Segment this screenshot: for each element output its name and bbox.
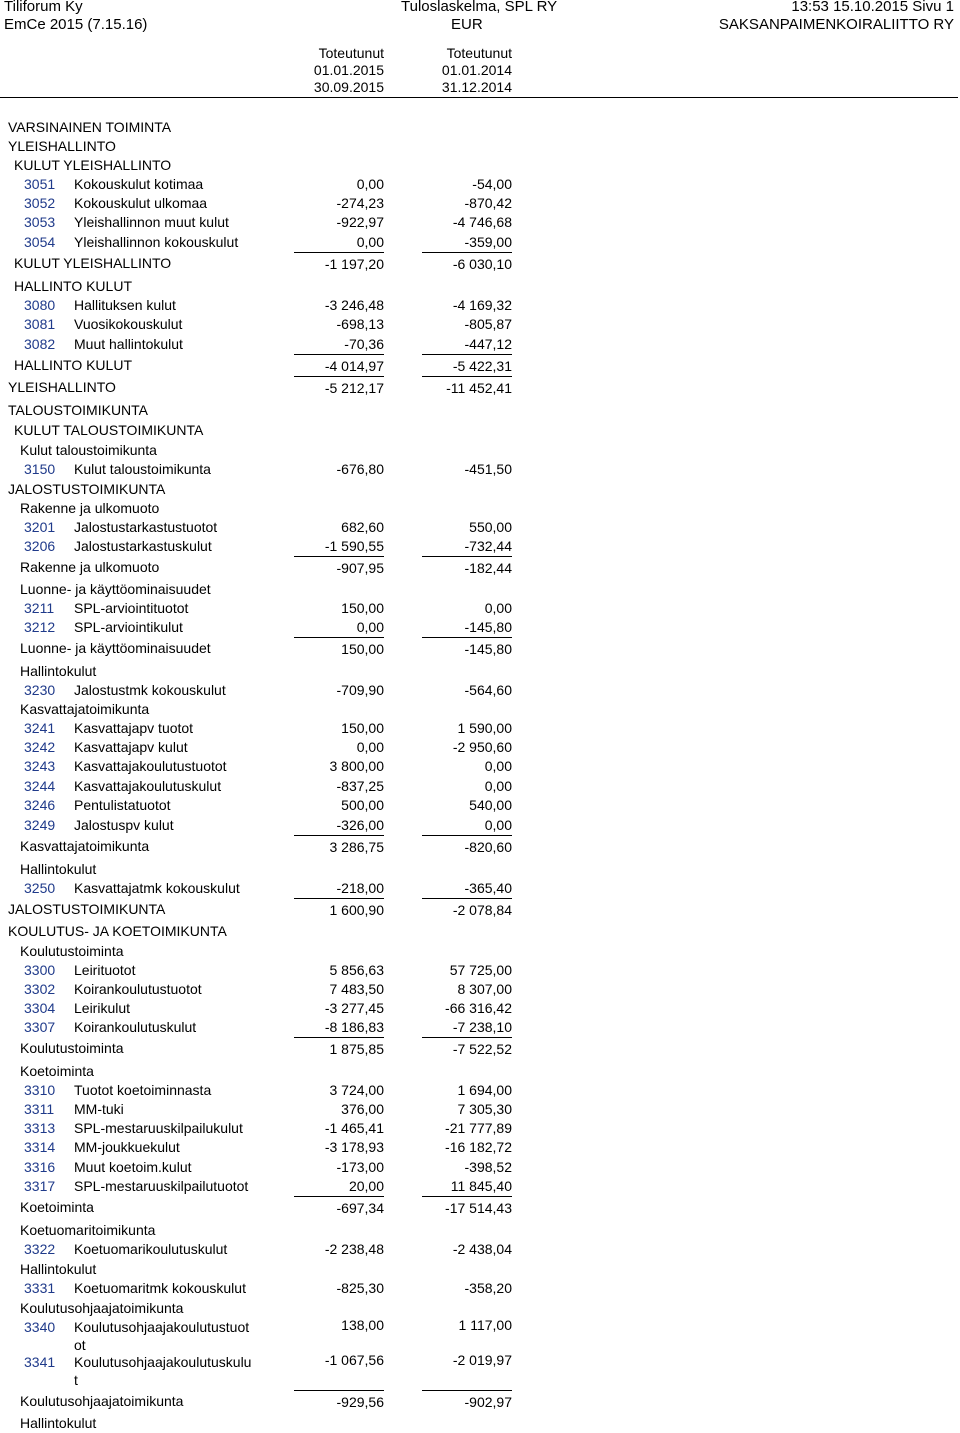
section-label: Hallintokulut bbox=[20, 663, 97, 679]
account-row bbox=[0, 1317, 960, 1353]
account-code: 3241 bbox=[24, 720, 56, 736]
account-code: 3316 bbox=[24, 1159, 56, 1175]
account-row bbox=[0, 737, 960, 757]
subtotal-row bbox=[0, 638, 960, 658]
section-label: YLEISHALLINTO bbox=[8, 138, 116, 154]
section-label: Luonne- ja käyttöominaisuudet bbox=[20, 581, 211, 597]
value-2015: 0,00 bbox=[356, 176, 384, 192]
value-2014: 1 694,00 bbox=[457, 1082, 512, 1098]
account-name: Kokouskulut kotimaa bbox=[74, 176, 204, 192]
total-rule-2015 bbox=[294, 252, 384, 253]
account-row bbox=[0, 680, 960, 700]
section-heading bbox=[0, 1061, 960, 1081]
section-heading bbox=[0, 1413, 960, 1433]
value-2015: 0,00 bbox=[356, 619, 384, 635]
col1-end: 30.09.2015 bbox=[313, 79, 384, 95]
total-rule-2014 bbox=[422, 835, 512, 836]
section-heading bbox=[0, 276, 960, 296]
account-code: 3150 bbox=[24, 461, 56, 477]
value-2015: 682,60 bbox=[341, 519, 384, 535]
total-2015: 3 286,75 bbox=[329, 839, 384, 855]
account-row bbox=[0, 174, 960, 194]
section-label: KULUT YLEISHALLINTO bbox=[14, 255, 172, 271]
total-rule-2015 bbox=[294, 1037, 384, 1038]
account-row bbox=[0, 998, 960, 1018]
account-code: 3052 bbox=[24, 195, 56, 211]
section-label: YLEISHALLINTO bbox=[8, 379, 116, 395]
value-2015: -326,00 bbox=[336, 817, 384, 833]
account-name: Kasvattajakoulutuskulut bbox=[74, 778, 222, 794]
account-row bbox=[0, 232, 960, 252]
total-rule-2014 bbox=[422, 1037, 512, 1038]
account-name: Jalostustarkastuskulut bbox=[74, 538, 212, 554]
account-row bbox=[0, 979, 960, 999]
account-row bbox=[0, 314, 960, 334]
account-row bbox=[0, 1080, 960, 1100]
value-2014: 0,00 bbox=[484, 778, 512, 794]
value-2014: -358,20 bbox=[464, 1280, 512, 1296]
section-label: Koetuomaritoimikunta bbox=[20, 1222, 156, 1238]
value-2015: -173,00 bbox=[336, 1159, 384, 1175]
total-2014: -6 030,10 bbox=[452, 256, 512, 272]
account-row bbox=[0, 776, 960, 796]
account-name: Koulutusohjaajakoulutuskulu bbox=[74, 1354, 252, 1370]
account-code: 3317 bbox=[24, 1178, 56, 1194]
section-label: Kasvattajatoimikunta bbox=[20, 701, 150, 717]
account-name: MM-tuki bbox=[74, 1101, 124, 1117]
account-row bbox=[0, 1118, 960, 1138]
account-row bbox=[0, 1239, 960, 1259]
account-code: 3212 bbox=[24, 619, 56, 635]
section-label: Kulut taloustoimikunta bbox=[20, 442, 157, 458]
value-2015: 376,00 bbox=[341, 1101, 384, 1117]
account-code: 3322 bbox=[24, 1241, 56, 1257]
account-name: Pentulistatuotot bbox=[74, 797, 171, 813]
account-name: Koetuomarikoulutuskulut bbox=[74, 1241, 228, 1257]
value-2014: -732,44 bbox=[464, 538, 512, 554]
account-code: 3246 bbox=[24, 797, 56, 813]
col2-label: Toteutunut bbox=[446, 45, 512, 61]
account-code: 3304 bbox=[24, 1000, 56, 1016]
total-2014: -5 422,31 bbox=[452, 358, 512, 374]
account-name: Jalostustmk kokouskulut bbox=[74, 682, 226, 698]
section-label: Koetoiminta bbox=[20, 1063, 94, 1079]
section-label: Koulutusohjaajatoimikunta bbox=[20, 1393, 184, 1409]
value-2014: 0,00 bbox=[484, 758, 512, 774]
section-heading bbox=[0, 479, 960, 499]
value-2015: -922,97 bbox=[336, 214, 384, 230]
value-2015: -1 465,41 bbox=[324, 1120, 384, 1136]
total-rule-2015 bbox=[294, 637, 384, 638]
section-label: JALOSTUSTOIMIKUNTA bbox=[8, 901, 166, 917]
account-name: Kokouskulut ulkomaa bbox=[74, 195, 208, 211]
section-heading bbox=[0, 498, 960, 518]
total-rule-2014 bbox=[422, 376, 512, 377]
value-2014: 550,00 bbox=[469, 519, 512, 535]
account-code: 3211 bbox=[24, 600, 55, 616]
section-label: KOULUTUS- JA KOETOIMIKUNTA bbox=[8, 923, 227, 939]
section-heading bbox=[0, 440, 960, 460]
account-row bbox=[0, 1176, 960, 1196]
section-heading bbox=[0, 155, 960, 175]
value-2015: -3 246,48 bbox=[324, 297, 384, 313]
account-row bbox=[0, 617, 960, 637]
col1-start: 01.01.2015 bbox=[313, 62, 384, 78]
account-name: Leirituotot bbox=[74, 962, 136, 978]
subtotal-row bbox=[0, 899, 960, 919]
subtotal-row bbox=[0, 1038, 960, 1058]
account-code: 3244 bbox=[24, 778, 56, 794]
account-name: SPL-arviointikulut bbox=[74, 619, 183, 635]
value-2015: 3 800,00 bbox=[329, 758, 384, 774]
section-label: Koulutustoiminta bbox=[20, 1040, 124, 1056]
section-heading bbox=[0, 699, 960, 719]
total-rule-2014 bbox=[422, 556, 512, 557]
section-heading bbox=[0, 921, 960, 941]
account-name: Koetuomaritmk kokouskulut bbox=[74, 1280, 246, 1296]
account-name: Koirankoulutuskulut bbox=[74, 1019, 197, 1035]
section-label: Kasvattajatoimikunta bbox=[20, 838, 150, 854]
value-2015: -1 590,55 bbox=[324, 538, 384, 554]
subtotal-row bbox=[0, 355, 960, 375]
value-2015: -3 277,45 bbox=[324, 1000, 384, 1016]
subtotal-row bbox=[0, 836, 960, 856]
company-name: Tiliforum Ky bbox=[4, 0, 83, 15]
account-name: SPL-arviointituotot bbox=[74, 600, 189, 616]
value-2015: -274,23 bbox=[336, 195, 384, 211]
subtotal-row bbox=[0, 253, 960, 273]
account-code: 3242 bbox=[24, 739, 56, 755]
total-rule-2015 bbox=[294, 1196, 384, 1197]
software-version: EmCe 2015 (7.15.16) bbox=[4, 16, 148, 33]
value-2014: 11 845,40 bbox=[450, 1178, 512, 1194]
account-name: Hallituksen kulut bbox=[74, 297, 176, 313]
organization-name: SAKSANPAIMENKOIRALIITTO RY bbox=[718, 16, 954, 33]
value-2014: -398,52 bbox=[464, 1159, 512, 1175]
value-2015: 500,00 bbox=[341, 797, 384, 813]
total-2015: 1 600,90 bbox=[329, 902, 384, 918]
value-2015: -825,30 bbox=[336, 1280, 384, 1296]
value-2015: -70,36 bbox=[344, 336, 384, 352]
total-2014: -145,80 bbox=[464, 641, 512, 657]
section-label: KULUT TALOUSTOIMIKUNTA bbox=[14, 422, 204, 438]
section-label: HALLINTO KULUT bbox=[14, 357, 132, 373]
section-label: JALOSTUSTOIMIKUNTA bbox=[8, 481, 166, 497]
account-code: 3331 bbox=[24, 1280, 56, 1296]
account-code: 3250 bbox=[24, 880, 56, 896]
total-2014: -11 452,41 bbox=[446, 380, 512, 396]
section-heading bbox=[0, 1220, 960, 1240]
total-rule-2014 bbox=[422, 898, 512, 899]
value-2014: -359,00 bbox=[464, 234, 512, 250]
account-row bbox=[0, 459, 960, 479]
value-2015: -698,13 bbox=[336, 316, 384, 332]
account-row bbox=[0, 212, 960, 232]
value-2014: -365,40 bbox=[464, 880, 512, 896]
total-2014: -17 514,43 bbox=[445, 1200, 512, 1216]
total-rule-2014 bbox=[422, 252, 512, 253]
account-code: 3302 bbox=[24, 981, 56, 997]
value-2014: -7 238,10 bbox=[452, 1019, 512, 1035]
section-label: KULUT YLEISHALLINTO bbox=[14, 157, 172, 173]
total-2015: -1 197,20 bbox=[324, 256, 384, 272]
account-name-wrap: t bbox=[74, 1372, 78, 1388]
value-2014: 0,00 bbox=[484, 817, 512, 833]
account-code: 3054 bbox=[24, 234, 56, 250]
account-name: Muut hallintokulut bbox=[74, 336, 183, 352]
value-2014: 0,00 bbox=[484, 600, 512, 616]
account-row bbox=[0, 1099, 960, 1119]
value-2014: -2 438,04 bbox=[452, 1241, 512, 1257]
value-2014: -54,00 bbox=[472, 176, 512, 192]
account-row bbox=[0, 1278, 960, 1298]
section-heading bbox=[0, 941, 960, 961]
subtotal-row bbox=[0, 557, 960, 577]
value-2014: 7 305,30 bbox=[457, 1101, 512, 1117]
value-2015: 150,00 bbox=[341, 600, 384, 616]
account-code: 3053 bbox=[24, 214, 56, 230]
value-2014: 8 307,00 bbox=[457, 981, 512, 997]
value-2014: -4 746,68 bbox=[452, 214, 512, 230]
account-name: Kasvattajakoulutustuotot bbox=[74, 758, 227, 774]
section-label: TALOUSTOIMIKUNTA bbox=[8, 402, 149, 418]
value-2014: -2 950,60 bbox=[452, 739, 512, 755]
value-2015: 5 856,63 bbox=[329, 962, 384, 978]
account-name: Muut koetoim.kulut bbox=[74, 1159, 192, 1175]
section-label: Luonne- ja käyttöominaisuudet bbox=[20, 640, 211, 656]
account-name: Yleishallinnon muut kulut bbox=[74, 214, 229, 230]
account-row bbox=[0, 878, 960, 898]
account-row bbox=[0, 598, 960, 618]
account-code: 3249 bbox=[24, 817, 56, 833]
account-row bbox=[0, 193, 960, 213]
print-timestamp-page: 13:53 15.10.2015 Sivu 1 bbox=[791, 0, 954, 15]
account-code: 3314 bbox=[24, 1139, 56, 1155]
section-label: Koulutustoiminta bbox=[20, 943, 124, 959]
account-row bbox=[0, 536, 960, 556]
account-name: Koulutusohjaajakoulutustuot bbox=[74, 1319, 250, 1335]
subtotal-row bbox=[0, 377, 960, 397]
value-2015: 7 483,50 bbox=[329, 981, 384, 997]
value-2015: -837,25 bbox=[336, 778, 384, 794]
account-code: 3080 bbox=[24, 297, 56, 313]
total-2014: -182,44 bbox=[464, 560, 512, 576]
account-name: MM-joukkuekulut bbox=[74, 1139, 180, 1155]
value-2014: -805,87 bbox=[464, 316, 512, 332]
total-rule-2014 bbox=[422, 354, 512, 355]
value-2014: -16 182,72 bbox=[445, 1139, 512, 1155]
section-label: Koulutusohjaajatoimikunta bbox=[20, 1300, 184, 1316]
value-2015: -1 067,56 bbox=[324, 1352, 384, 1368]
account-code: 3206 bbox=[24, 538, 56, 554]
account-code: 3300 bbox=[24, 962, 56, 978]
value-2014: 57 725,00 bbox=[449, 962, 512, 978]
col2-start: 01.01.2014 bbox=[441, 62, 512, 78]
col1-label: Toteutunut bbox=[318, 45, 384, 61]
col2-end: 31.12.2014 bbox=[441, 79, 512, 95]
account-code: 3313 bbox=[24, 1120, 56, 1136]
account-row bbox=[0, 1137, 960, 1157]
total-rule-2015 bbox=[294, 376, 384, 377]
section-heading bbox=[0, 579, 960, 599]
account-name: Leirikulut bbox=[74, 1000, 131, 1016]
value-2015: 20,00 bbox=[348, 1178, 384, 1194]
total-rule-2014 bbox=[422, 1390, 512, 1391]
value-2014: 1 117,00 bbox=[458, 1317, 512, 1333]
account-code: 3341 bbox=[24, 1354, 56, 1370]
account-code: 3307 bbox=[24, 1019, 56, 1035]
total-rule-2015 bbox=[294, 835, 384, 836]
value-2014: -21 777,89 bbox=[445, 1120, 512, 1136]
account-row bbox=[0, 756, 960, 776]
account-name: Tuotot koetoiminnasta bbox=[74, 1082, 212, 1098]
account-name: Kasvattajapv kulut bbox=[74, 739, 188, 755]
section-label: Rakenne ja ulkomuoto bbox=[20, 500, 160, 516]
account-name-wrap: ot bbox=[74, 1337, 86, 1353]
value-2015: 3 724,00 bbox=[329, 1082, 384, 1098]
section-heading bbox=[0, 400, 960, 420]
section-label: Koetoiminta bbox=[20, 1199, 94, 1215]
account-code: 3310 bbox=[24, 1082, 56, 1098]
account-name: SPL-mestaruuskilpailukulut bbox=[74, 1120, 243, 1136]
section-heading bbox=[0, 117, 960, 137]
account-code: 3082 bbox=[24, 336, 56, 352]
section-heading bbox=[0, 859, 960, 879]
value-2015: 0,00 bbox=[356, 739, 384, 755]
account-code: 3201 bbox=[24, 519, 56, 535]
total-rule-2014 bbox=[422, 1196, 512, 1197]
account-code: 3243 bbox=[24, 758, 56, 774]
total-2014: -820,60 bbox=[464, 839, 512, 855]
currency-label: EUR bbox=[451, 16, 483, 33]
total-rule-2014 bbox=[422, 637, 512, 638]
account-row bbox=[0, 795, 960, 815]
value-2015: 0,00 bbox=[356, 234, 384, 250]
section-heading bbox=[0, 136, 960, 156]
value-2014: -870,42 bbox=[464, 195, 512, 211]
total-rule-2015 bbox=[294, 1390, 384, 1391]
value-2015: -8 186,83 bbox=[324, 1019, 384, 1035]
section-label: VARSINAINEN TOIMINTA bbox=[8, 119, 172, 135]
value-2014: -66 316,42 bbox=[445, 1000, 512, 1016]
account-name: SPL-mestaruuskilpailutuotot bbox=[74, 1178, 249, 1194]
total-2015: 150,00 bbox=[341, 641, 384, 657]
value-2015: -2 238,48 bbox=[324, 1241, 384, 1257]
value-2014: -145,80 bbox=[464, 619, 512, 635]
total-2014: -7 522,52 bbox=[452, 1041, 512, 1057]
value-2014: -447,12 bbox=[464, 336, 512, 352]
account-code: 3081 bbox=[24, 316, 56, 332]
value-2014: -2 019,97 bbox=[452, 1352, 512, 1368]
section-heading bbox=[0, 1259, 960, 1279]
account-code: 3051 bbox=[24, 176, 56, 192]
account-name: Kasvattajatmk kokouskulut bbox=[74, 880, 240, 896]
section-heading bbox=[0, 420, 960, 440]
account-name: Vuosikokouskulut bbox=[74, 316, 183, 332]
account-row bbox=[0, 718, 960, 738]
account-code: 3311 bbox=[24, 1101, 55, 1117]
value-2015: -676,80 bbox=[336, 461, 384, 477]
total-rule-2015 bbox=[294, 556, 384, 557]
value-2014: 540,00 bbox=[469, 797, 512, 813]
value-2015: -218,00 bbox=[336, 880, 384, 896]
section-label: Hallintokulut bbox=[20, 861, 97, 877]
total-2015: -5 212,17 bbox=[324, 380, 384, 396]
value-2015: -3 178,93 bbox=[324, 1139, 384, 1155]
header-rule bbox=[0, 97, 958, 98]
total-2015: -697,34 bbox=[336, 1200, 384, 1216]
account-name: Yleishallinnon kokouskulut bbox=[74, 234, 239, 250]
account-name: Kulut taloustoimikunta bbox=[74, 461, 211, 477]
account-name: Koirankoulutustuotot bbox=[74, 981, 202, 997]
section-heading bbox=[0, 661, 960, 681]
section-label: Hallintokulut bbox=[20, 1415, 97, 1431]
value-2014: -4 169,32 bbox=[452, 297, 512, 313]
account-row bbox=[0, 517, 960, 537]
account-row bbox=[0, 1157, 960, 1177]
subtotal-row bbox=[0, 1391, 960, 1411]
value-2015: 138,00 bbox=[341, 1317, 384, 1333]
account-row bbox=[0, 1352, 960, 1388]
account-name: Kasvattajapv tuotot bbox=[74, 720, 194, 736]
total-2015: -907,95 bbox=[336, 560, 384, 576]
total-rule-2015 bbox=[294, 354, 384, 355]
report-title: Tuloslaskelma, SPL RY bbox=[401, 0, 558, 15]
value-2015: -709,90 bbox=[336, 682, 384, 698]
value-2015: 150,00 bbox=[341, 720, 384, 736]
total-2014: -2 078,84 bbox=[452, 902, 512, 918]
account-name: Jalostuspv kulut bbox=[74, 817, 174, 833]
account-row bbox=[0, 815, 960, 835]
account-row bbox=[0, 960, 960, 980]
account-code: 3230 bbox=[24, 682, 56, 698]
total-2015: -4 014,97 bbox=[324, 358, 384, 374]
subtotal-row bbox=[0, 1197, 960, 1217]
account-row bbox=[0, 295, 960, 315]
account-row bbox=[0, 334, 960, 354]
account-row bbox=[0, 1017, 960, 1037]
value-2014: 1 590,00 bbox=[457, 720, 512, 736]
section-label: Hallintokulut bbox=[20, 1261, 97, 1277]
account-code: 3340 bbox=[24, 1319, 56, 1335]
value-2014: -564,60 bbox=[464, 682, 512, 698]
total-rule-2015 bbox=[294, 898, 384, 899]
total-2015: 1 875,85 bbox=[329, 1041, 384, 1057]
total-2015: -929,56 bbox=[336, 1394, 384, 1410]
total-2014: -902,97 bbox=[464, 1394, 512, 1410]
value-2014: -451,50 bbox=[464, 461, 512, 477]
section-label: Rakenne ja ulkomuoto bbox=[20, 559, 160, 575]
account-name: Jalostustarkastustuotot bbox=[74, 519, 218, 535]
section-label: HALLINTO KULUT bbox=[14, 278, 132, 294]
